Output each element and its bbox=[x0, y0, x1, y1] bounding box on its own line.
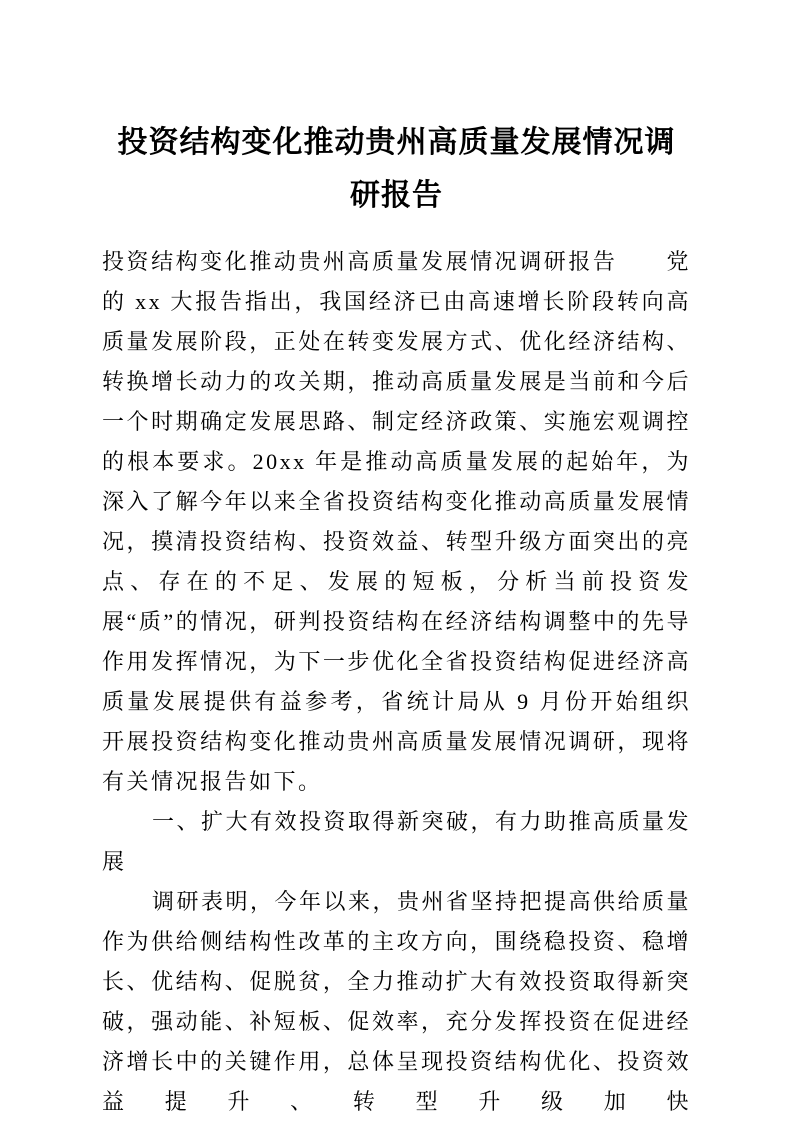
document-title bbox=[102, 116, 691, 222]
document-title-line-1: 投资结构变化推动贵州高质量发展情况调 bbox=[117, 126, 676, 159]
document-title-line-2: 研报告 bbox=[350, 179, 443, 212]
paragraph-opening: 投资结构变化推动贵州高质量发展情况调研报告 党的 xx 大报告指出，我国经济已由高速增长阶段转向高质量发展阶段，正处在转变发展方式、优化经济结构、转换增长动力的攻关期，推动高质量发展是当前和今后一个时期确定发展思路、制定经济政策、实施宏观调控的根本要求。20xx 年是推动高质量发展的起始年，为深入了解今年以来全省投资结构变化推动高质量发展情况，摸清投资结构、投资效益、转型升级方面突出的亮点、存在的不足、发展的短板，分析当前投资发展“质”的情况，研判投资结构在经济结构调整中的先导作用发挥情况，为下一步优化全省投资结构促进经济高质量发展提供有益参考，省统计局从 9 月份开始组织开展投资结构变化推动贵州高质量发展情况调研，现将有关情况报告如下。 bbox=[102, 249, 691, 794]
paragraph-body-truncated: 调研表明，今年以来，贵州省坚持把提高供给质量作为供给侧结构性改革的主攻方向，围绕稳投资、稳增长、优结构、促脱贫，全力推动扩大有效投资取得新突破，强动能、补短板、促效率，充分发挥投资在促进经济增长中的关键作用，总体呈现投资结构优化、投资效益提升、转型升级加快 bbox=[102, 889, 692, 1114]
section-heading-one: 一、扩大有效投资取得新突破，有力助推高质量发展 bbox=[102, 809, 692, 874]
